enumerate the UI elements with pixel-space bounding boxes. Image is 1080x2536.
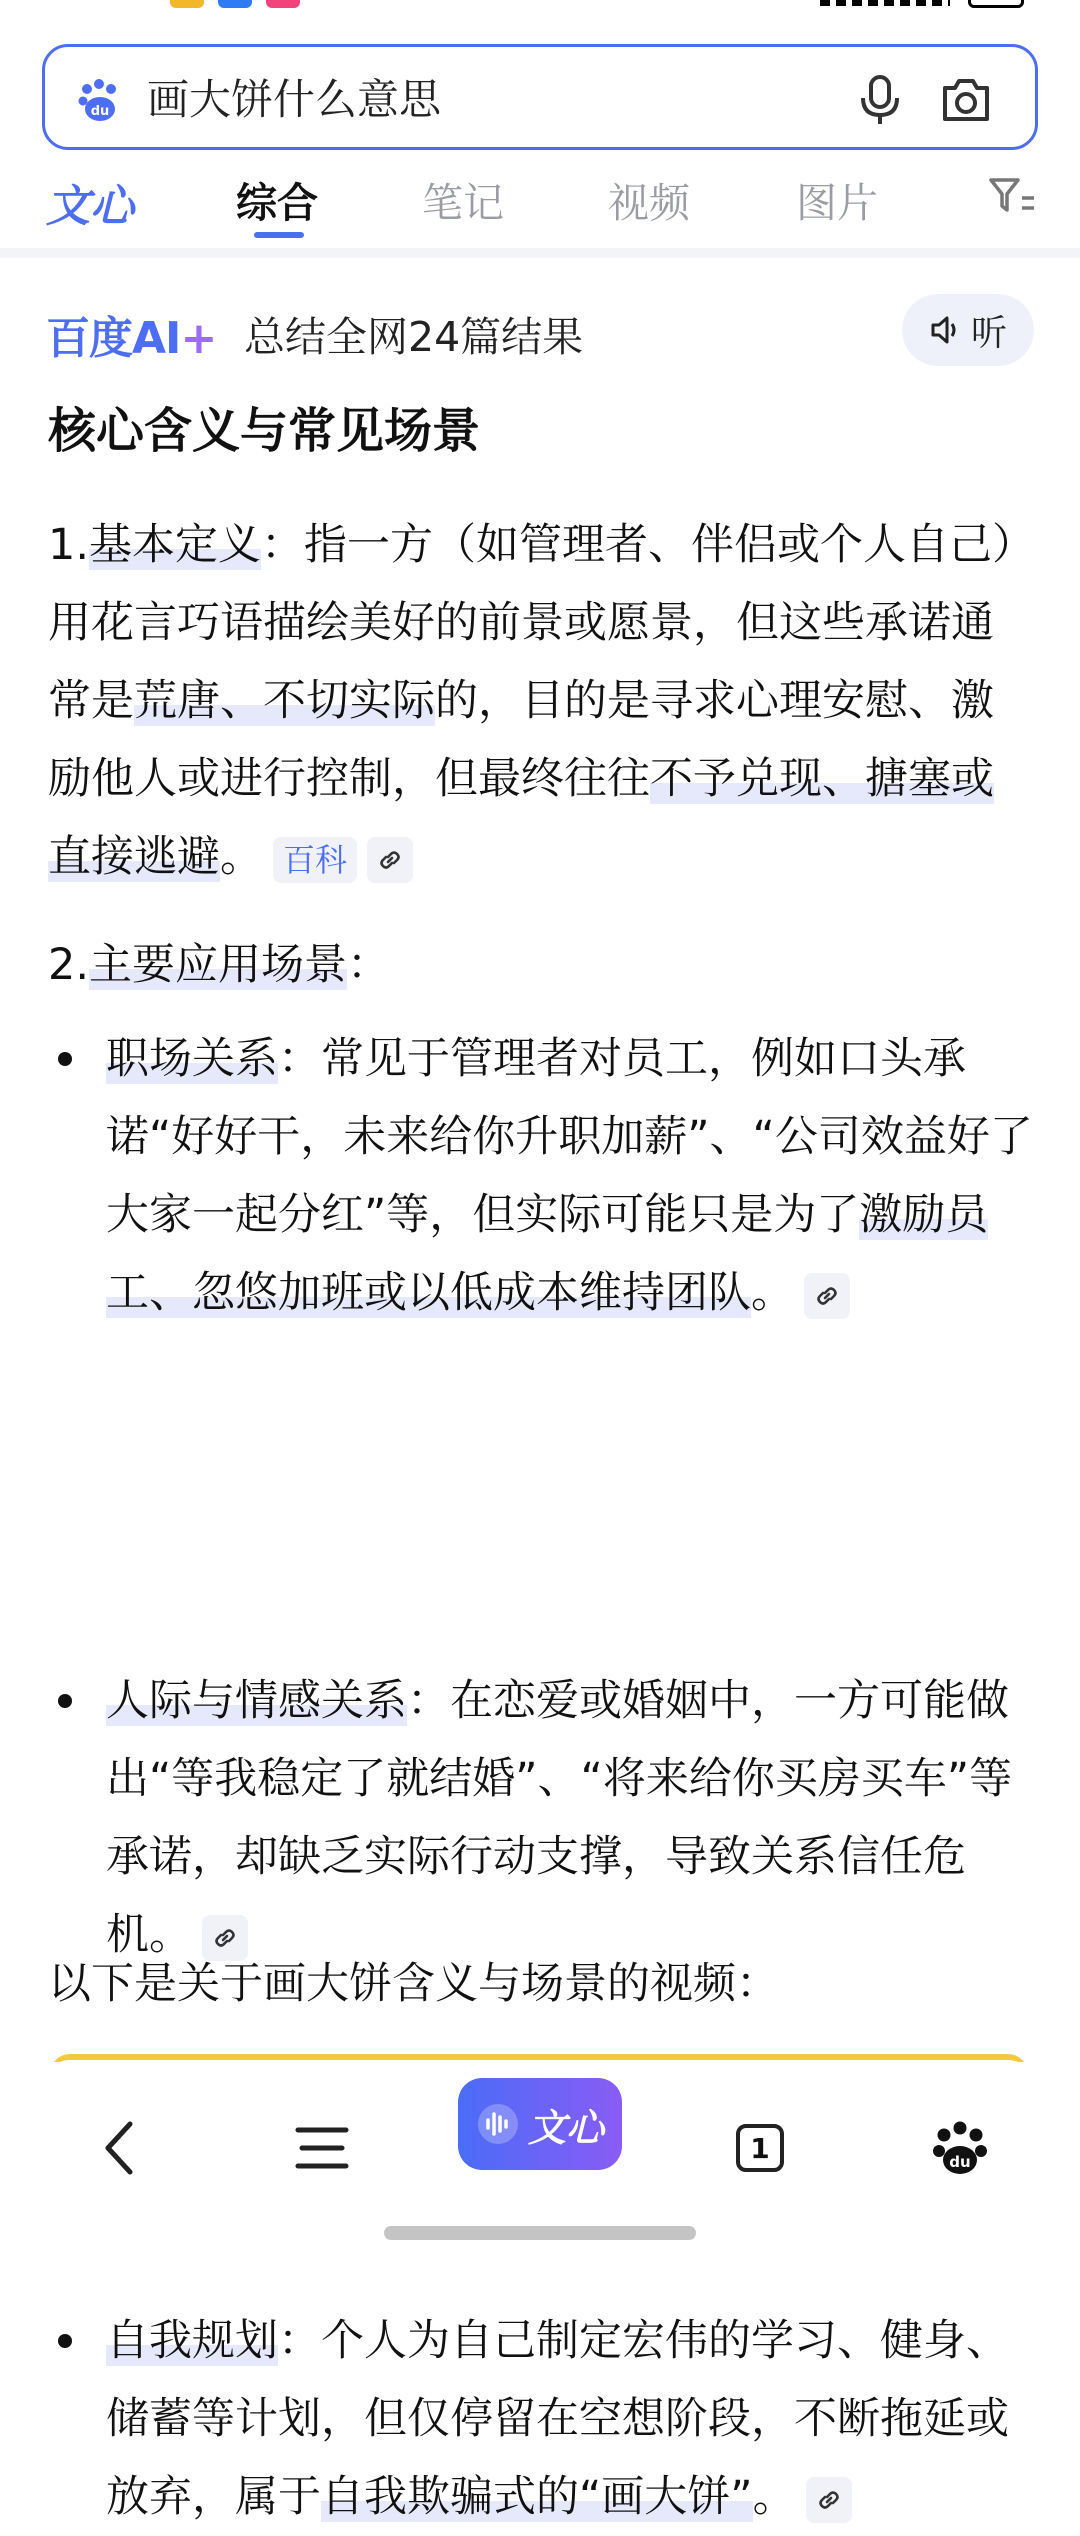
listen-label: 听 (970, 312, 1007, 354)
answer-heading: 核心含义与常见场景 (48, 403, 481, 459)
tab-images[interactable]: 图片 (796, 179, 878, 227)
wenxin-assistant-button[interactable] (458, 2078, 622, 2170)
section-divider (0, 248, 1080, 258)
status-bar (0, 0, 1080, 40)
tabs-count-button[interactable] (736, 2124, 784, 2172)
baidu-ai-logo (46, 302, 216, 366)
definition-paragraph (48, 506, 1034, 896)
scenario-term: 职场关系 (106, 1034, 278, 1084)
logo-text: 百度AI (46, 313, 181, 364)
tab-count: 1 (750, 2131, 770, 2165)
separator: ： (347, 940, 391, 990)
sentence-end: 。 (752, 2472, 796, 2522)
source-link-icon[interactable] (806, 2477, 852, 2523)
listen-button[interactable] (902, 294, 1034, 366)
scenario-term: 自我规划 (106, 2316, 278, 2366)
active-tab-indicator (254, 232, 304, 238)
tab-comprehensive[interactable]: 综合 (236, 179, 318, 227)
highlight-text: 不予兑现、搪塞或直接逃避 (48, 754, 994, 882)
source-tag-baike[interactable]: 百科 (273, 837, 357, 883)
home-indicator (384, 2226, 696, 2240)
separator: ： (407, 1676, 450, 1726)
source-link-icon[interactable] (367, 837, 413, 883)
scenarios-heading (48, 926, 1034, 1004)
filter-icon[interactable] (988, 176, 1036, 216)
status-app-icon (266, 0, 300, 8)
logo-plus: + (180, 313, 217, 364)
microphone-icon[interactable] (855, 74, 905, 126)
definition-text: 的，目的是寻求心理安慰、激励他人或进行控制，但最终往往 (48, 676, 994, 804)
scenario-relationship (106, 1662, 1034, 1974)
scenario-workplace (106, 1020, 1034, 1332)
scenario-term: 人际与情感关系 (106, 1676, 407, 1726)
separator: ： (261, 520, 305, 570)
video-section-intro: 以下是关于画大饼含义与场景的视频： (48, 1959, 779, 2009)
definition-term: 基本定义 (89, 520, 262, 570)
sentence-end: 。 (220, 832, 263, 882)
status-app-icon (218, 0, 252, 8)
tab-notes[interactable]: 笔记 (422, 179, 504, 227)
highlight-text: 激励员工、忽悠加班或以低成本维持团队 (106, 1190, 989, 1318)
voice-wave-icon (476, 2102, 520, 2146)
scenario-text: 个人为自己制定宏伟的学习、健身、储蓄等计划，但仅停留在空想阶段，不断拖延或放弃，属于 (106, 2316, 1009, 2522)
source-link-icon[interactable] (804, 1273, 850, 1319)
ai-summary-label: 总结全网24篇结果 (244, 313, 584, 361)
signal-icon (820, 0, 950, 6)
separator: ： (278, 2316, 321, 2366)
highlight-text: 荒唐、不切实际 (134, 676, 435, 726)
sentence-end: 。 (751, 1268, 794, 1318)
menu-icon[interactable] (292, 2118, 352, 2178)
tab-videos[interactable]: 视频 (608, 179, 690, 227)
item-number: 1. (48, 520, 90, 570)
svg-text:du: du (949, 2153, 971, 2171)
scenario-self-planning (106, 2302, 1034, 2536)
scenario-text: 在恋爱或婚姻中，一方可能做出“等我稳定了就结婚”、“将来给你买房买车”等承诺，却缺乏实际行动支撑，导致关系信任危机。 (106, 1676, 1013, 1960)
camera-icon[interactable] (939, 74, 993, 126)
baidu-paw-icon (75, 75, 123, 123)
separator: ： (278, 1034, 321, 1084)
speaker-icon (929, 313, 963, 347)
wenxin-label: 文心 (527, 2105, 604, 2150)
definition-text: 指一方（如管理者、伴侣或个人自己）用花言巧语描绘美好的前景或愿景，但这些承诺通常是 (48, 520, 1014, 726)
search-input[interactable] (147, 72, 747, 121)
back-icon[interactable] (92, 2118, 152, 2178)
baidu-home-icon[interactable] (930, 2118, 990, 2178)
highlight-text: 自我欺骗式的“画大饼” (321, 2472, 753, 2522)
status-app-icon (170, 0, 204, 8)
item-number: 2. (48, 940, 90, 990)
tab-wenxin[interactable]: 文心 (46, 181, 134, 232)
svg-text:du: du (90, 104, 110, 119)
search-tabs (0, 160, 1080, 246)
battery-icon (968, 0, 1024, 8)
scenarios-term: 主要应用场景 (89, 940, 348, 990)
search-bar[interactable] (42, 44, 1038, 150)
scenario-text: 常见于管理者对员工，例如口头承诺“好好干，未来给你升职加薪”、“公司效益好了大家一起分红”等，但实际可能只是为了 (106, 1034, 1033, 1240)
